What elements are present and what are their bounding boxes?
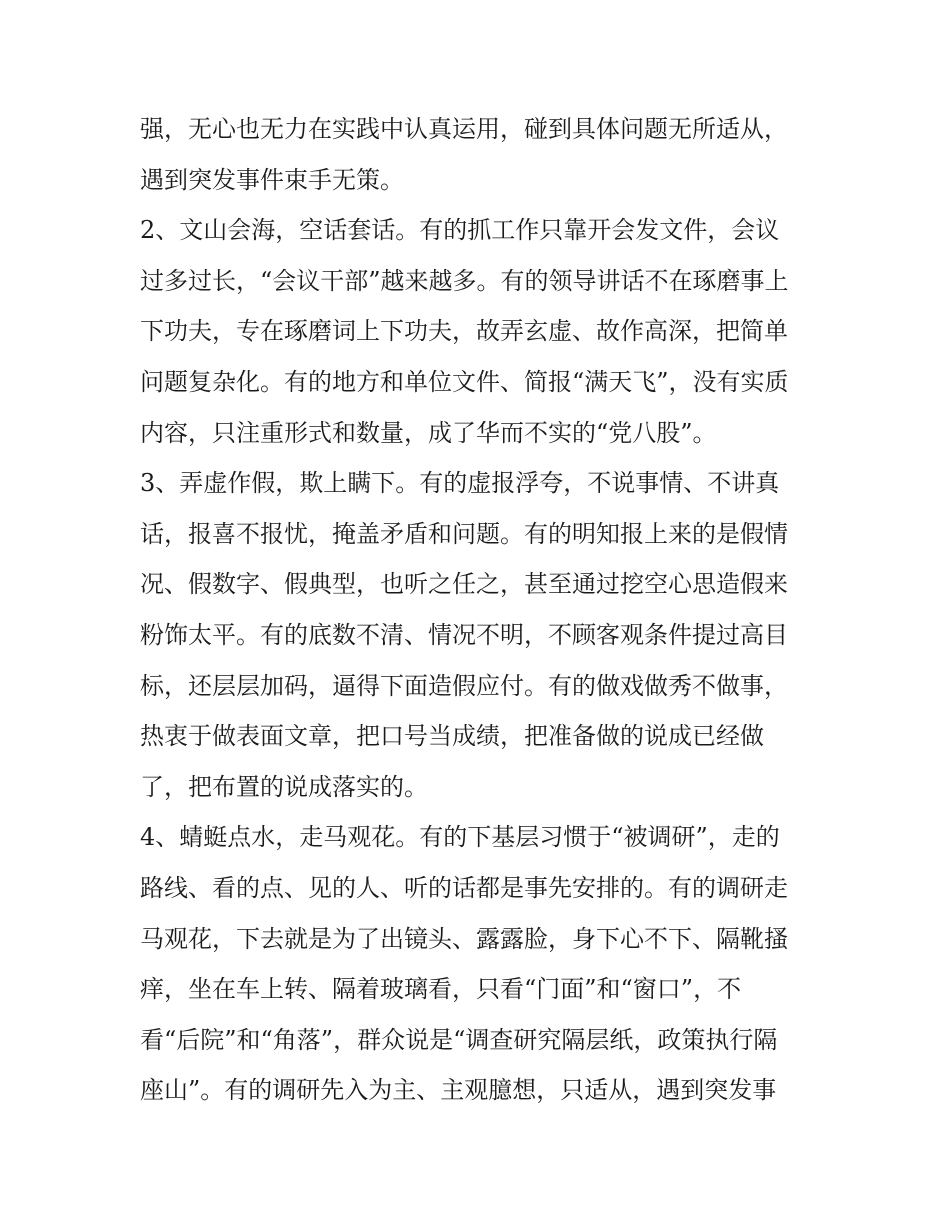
text-line: 问题复杂化。有的地方和单位文件、简报“满天飞”，没有实质 <box>140 367 789 396</box>
text-line: 内容，只注重形式和数量，成了华而不实的“党八股”。 <box>140 418 717 447</box>
text-line: 标，还层层加码，逼得下面造假应付。有的做戏做秀不做事， <box>140 671 788 700</box>
text-line: 座山”。有的调研先入为主、主观臆想，只适从，遇到突发事 <box>140 1076 777 1105</box>
text-line: 遇到突发事件束手无策。 <box>140 165 404 194</box>
text-line: 况、假数字、假典型，也听之任之，甚至通过挖空心思造假来 <box>140 570 788 599</box>
text-line: 过多过长，“会议干部”越来越多。有的领导讲话不在琢磨事上 <box>140 266 789 295</box>
text-line: 粉饰太平。有的底数不清、情况不明，不顾客观条件提过高目 <box>140 620 788 649</box>
text-line: 下功夫，专在琢磨词上下功夫，故弄玄虚、故作高深，把简单 <box>140 317 788 346</box>
text-line: 热衷于做表面文章，把口号当成绩，把准备做的说成已经做 <box>140 722 764 751</box>
text-line: 4、蜻蜓点水，走马观花。有的下基层习惯于“被调研”，走的 <box>140 823 780 852</box>
document-body <box>140 104 820 1116</box>
text-line: 看“后院”和“角落”，群众说是“调查研究隔层纸，政策执行隔 <box>140 1025 778 1054</box>
text-line: 强，无心也无力在实践中认真运用，碰到具体问题无所适从， <box>140 115 788 143</box>
text-line: 了，把布置的说成落实的。 <box>140 772 428 801</box>
text-line: 3、弄虚作假，欺上瞒下。有的虚报浮夸，不说事情、不讲真 <box>140 469 780 498</box>
text-line: 2、文山会海，空话套话。有的抓工作只靠开会发文件，会议 <box>140 216 780 245</box>
text-line: 痒，坐在车上转、隔着玻璃看，只看“门面”和“窗口”，不 <box>140 975 742 1004</box>
text-line: 马观花，下去就是为了出镜头、露露脸，身下心不下、隔靴搔 <box>140 924 788 953</box>
text-line: 路线、看的点、见的人、听的话都是事先安排的。有的调研走 <box>140 873 788 902</box>
text-line: 话，报喜不报忧，掩盖矛盾和问题。有的明知报上来的是假情 <box>140 519 788 548</box>
